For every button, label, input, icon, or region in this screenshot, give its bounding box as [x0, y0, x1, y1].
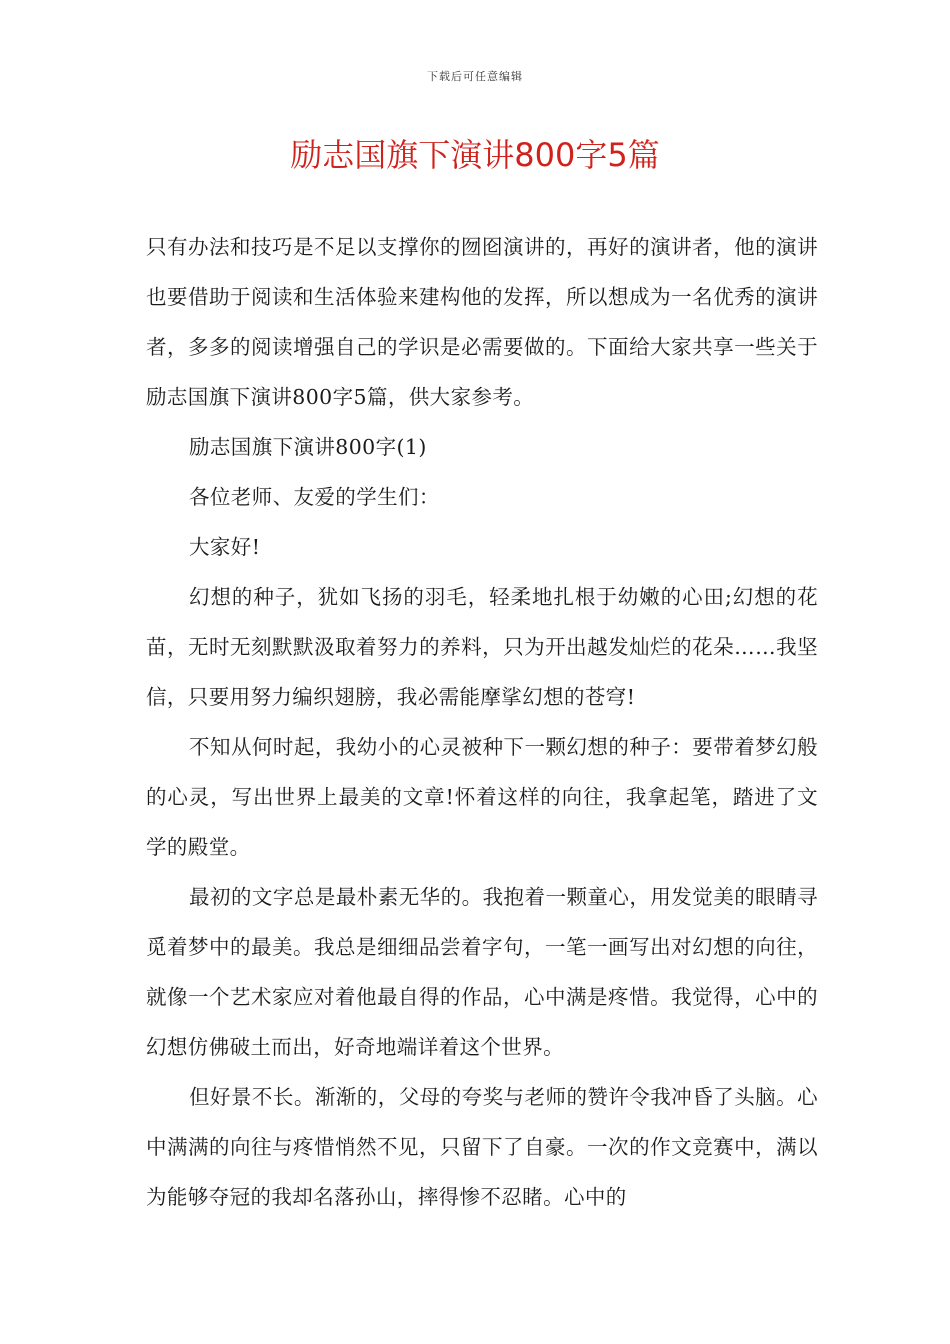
- greeting: 大家好!: [189, 535, 261, 559]
- body-paragraph: 不知从何时起，我幼小的心灵被种下一颗幻想的种子：要带着梦幻般的心灵，写出世界上最美的文章!怀着这样的向往，我拿起笔，踏进了文学的殿堂。: [146, 735, 818, 859]
- header-note: 下载后可任意编辑: [427, 70, 523, 83]
- document-title: 励志国旗下演讲800字5篇: [290, 136, 660, 174]
- document-body: [146, 222, 818, 1222]
- body-paragraph: 但好景不长。渐渐的，父母的夸奖与老师的赞许令我冲昏了头脑。心中满满的向往与疼惜悄然不见，只留下了自豪。一次的作文竞赛中，满以为能够夺冠的我却名落孙山，摔得惨不忍睹。心中的: [146, 1085, 818, 1209]
- body-paragraph: 最初的文字总是最朴素无华的。我抱着一颗童心，用发觉美的眼睛寻觅着梦中的最美。我总是细细品尝着字句，一笔一画写出对幻想的向往，就像一个艺术家应对着他最自得的作品，心中满是疼惜。我觉得，心中的幻想仿佛破土而出，好奇地端详着这个世界。: [146, 885, 818, 1059]
- body-paragraph: 幻想的种子，犹如飞扬的羽毛，轻柔地扎根于幼嫩的心田;幻想的花苗，无时无刻默默汲取着努力的养料，只为开出越发灿烂的花朵……我坚信，只要用努力编织翅膀，我必需能摩挲幻想的苍穹!: [146, 585, 818, 709]
- section-heading: 励志国旗下演讲800字(1): [189, 435, 427, 459]
- salutation: 各位老师、友爱的学生们：: [189, 485, 440, 509]
- intro-paragraph: 只有办法和技巧是不足以支撑你的囫囵演讲的，再好的演讲者，他的演讲也要借助于阅读和生活体验来建构他的发挥，所以想成为一名优秀的演讲者，多多的阅读增强自己的学识是必需要做的。下面给大家共享一些关于励志国旗下演讲800字5篇，供大家参考。: [146, 235, 818, 409]
